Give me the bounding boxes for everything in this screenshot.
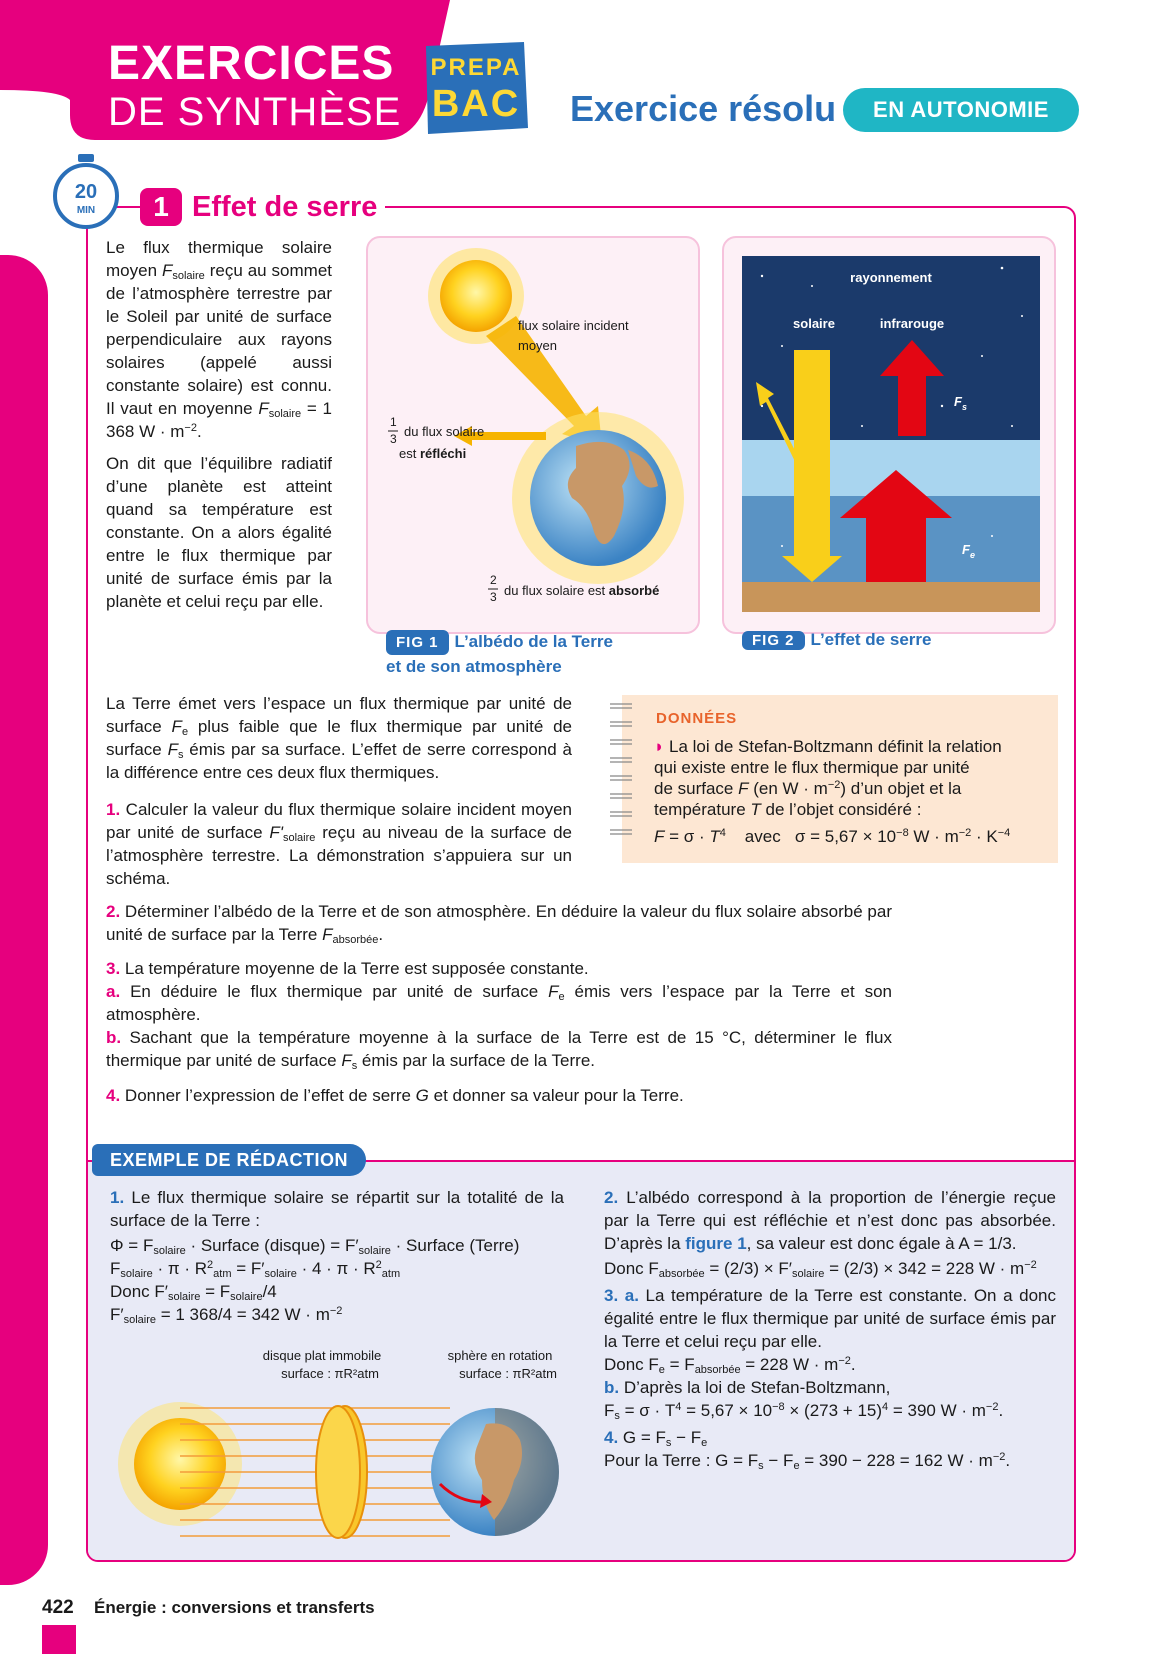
page-number: 422 [42,1597,74,1618]
absorbed-label: du flux solaire est absorbé [504,583,660,598]
rayonnement-label: rayonnement [850,270,932,285]
data-box-text: ◗ La loi de Stefan-Boltzmann définit la relation qui existe entre le flux thermique par unité de surface F (en $W \cdot m^{-2}$) d’un objet et la température T de l’objet considéré : $F = \sigma \cdot T^4$ avec $\sigma = 5,67 \times 10^{-8}$ $W \cdot m^{-2} \cdot K^{-4}$ [654,737,1011,846]
solution-p3-eq: Donc $F_e = F_{absorbée} = 228$ $W \cdot m^{-2}$. [604,1355,856,1376]
exercise-number: 1 [140,188,182,226]
stopwatch-icon [52,154,120,230]
autonomy-badge: EN AUTONOMIE [843,88,1079,132]
exercise-heading [140,186,385,228]
flat-disk [316,1406,367,1538]
frac1-den: 3 [390,432,397,446]
fs-label: $F_s$ [954,394,967,412]
fe-label: $F_e$ [962,542,975,560]
figure-1-tag: FIG 1 [386,630,449,655]
solution-eq1: $\Phi = F_{solaire}$ · Surface (disque) = $F'_{solaire}$ · Surface (Terre) [110,1236,520,1257]
reflected-label-2: est réfléchi [399,446,467,461]
intro-paragraph-1: Le flux thermique solaire moyen $F_{solaire}$ reçu au sommet de l’atmosphère terrestre par le Soleil par unité de surface perpendiculaire aux rayons solaires (appelé aussi constante solaire) est connu. Il vaut en moyenne $F_{solaire} = 1$ 368 $W \cdot m^{-2}$. [106,238,333,441]
question-3: 3. La température moyenne de la Terre est supposée constante. a. En déduire le flux thermique par unité de surface $F_e$ émis vers l’espace par la Terre et son atmosphère. b. Sachant que la température moyenne à la surface de la Terre est de 15 °C, déterminer le flux thermique par unité de surface $F_s$ émis par la surface de la Terre. [106,959,892,1072]
infrarouge-label: infrarouge [879,316,945,331]
page-corner-mark [42,1625,76,1654]
figure-1-caption: FIG 1 L’albédo de la Terre et de son atmosphère [386,632,613,676]
frac1-num: 1 [390,415,397,429]
incident-label-2: moyen [518,338,558,353]
bac-badge-text: BAC [431,83,521,125]
example-tag: EXEMPLE DE RÉDACTION [92,1144,366,1176]
sphere-label-1: sphère en rotation [447,1348,553,1363]
side-bar [0,255,48,1585]
solution-eq2: $F_{solaire} \cdot \pi \cdot R^2_{atm} = F'_{solaire} \cdot 4 \cdot \pi \cdot R^2_{atm}$ [110,1259,401,1280]
reflected-label-1: du flux solaire [404,424,485,439]
disk-sphere-illustration [110,1344,570,1554]
header-title-line2: DE SYNTHÈSE [108,90,402,134]
question-3a: a. En déduire le flux thermique par unité de surface $F_e$ émis vers l’espace par la Terre et son atmosphère. [106,982,892,1024]
ground [742,582,1040,612]
solution-eq4: $F'_{solaire} = 1$ 368/4 = 342 $W \cdot m^{-2}$ [110,1305,343,1326]
solaire-label: solaire [793,316,835,331]
frac2-den: 3 [490,590,497,604]
solution-p4-result: Pour la Terre : $G = F_s - F_e = 390 - 228 = 162$ $W \cdot m^{-2}$. [604,1451,1011,1472]
question-2: 2. Déterminer l’albédo de la Terre et de son atmosphère. En déduire la valeur du flux solaire absorbé par unité de surface par la Terre $F_{absorbée}$. [106,902,892,946]
disk-label-2: surface : πR²atm [281,1366,379,1381]
question-1: 1. Calculer la valeur du flux thermique solaire incident moyen par unité de surface $F'_{solaire}$ reçu au niveau de la surface de l’atmosphère terrestre. La démonstration s’appuiera sur un schéma. [106,800,572,888]
question-4: 4. Donner l’expression de l’effet de serre G et donner sa valeur pour la Terre. [106,1086,684,1105]
solution-column-2: 2. L’albédo correspond à la proportion de l’énergie reçue par la Terre qui est réfléchie et n’est donc pas absorbée. D’après la figure 1, sa valeur est donc égale à A = 1/3. Donc $F_{absorbée} = (2/3) \times F'_{solaire} = (2/3) \times 342 = 228$ $W \cdot m^{-2}$ 3. a. La température de la Terre est constante. On a donc égalité entre le flux thermique par unité de surface émis par la Terre et celui reçu par elle. Donc $F_e = F_{absorbée} = 228$ $W \cdot m^{-2}$. b. D’après la loi de Stefan-Boltzmann, $F_s = \sigma \cdot T^4 = 5,67 \times 10^{-8} \times (273 + 15)^4 = 390$ $W \cdot m^{-2}$. 4. $G = F_s - F_e$ Pour la Terre : $G = F_s - F_e = 390 - 228 = 162$ $W \cdot m^{-2}$. [604,1188,1056,1472]
figure-1-illustration [366,236,700,634]
sun-icon-2 [118,1402,242,1526]
timer-minutes: 20 [74,181,98,203]
timer-unit: MIN [76,205,96,216]
figure-2-tag: FIG 2 [742,631,805,650]
solution-p2-eq: Donc $F_{absorbée} = (2/3) \times F'_{solaire} = (2/3) \times 342 = 228$ $W \cdot m^{-2}$ [604,1259,1037,1280]
disk-label-1: disque plat immobile [262,1348,382,1363]
intro-paragraph-2: On dit que l’équilibre radiatif d’une planète est atteint quand sa température est constante. On a alors égalité entre le flux thermique par unité de surface émis par la planète et celui reçu par elle. [106,454,332,611]
figure-1-link[interactable]: figure 1 [685,1234,747,1253]
solution-eq3: Donc $F'_{solaire} = F_{solaire}/4$ [110,1282,277,1303]
spiral-binding-icon [608,700,634,850]
solution-column-1: 1. Le flux thermique solaire se répartit sur la totalité de la surface de la Terre : $\Phi = F_{solaire}$ · Surface (disque) = $F'_{solaire}$ · Surface (Terre) $F_{solaire} \cdot \pi \cdot R^2_{atm} = F'_{solaire} \cdot 4 \cdot \pi \cdot R^2_{atm}$ Donc $F'_{solaire} = F_{solaire}/4$ $F'_{solaire} = 1$ 368/4 = 342 $W \cdot m^{-2}$ [110,1188,564,1326]
incident-label-1: flux solaire incident [518,318,629,333]
data-box-title: DONNÉES [656,710,738,727]
figure-2-caption: FIG 2 L’effet de serre [742,630,931,650]
prepa-badge-text: PREPA [430,54,522,81]
chapter-title: Énergie : conversions et transferts [94,1598,375,1617]
rotating-earth-icon [431,1408,559,1536]
exercise-title: Effet de serre [192,190,378,223]
figure-2-illustration [742,256,1040,612]
question-3b: b. Sachant que la température moyenne à la surface de la Terre est de 15 °C, déterminer le flux thermique par unité de surface $F_s$ émis par la surface de la Terre. [106,1028,892,1072]
prepa-bac-badge [420,42,530,134]
exercise-type-title: Exercice résolu [570,88,837,129]
frac2-num: 2 [490,573,497,587]
intro-paragraph-3: La Terre émet vers l’espace un flux thermique par unité de surface $F_e$ plus faible que le flux thermique par unité de surface $F_s$ émis par sa surface. L’effet de serre correspond à la différence entre ces deux flux thermiques. [106,694,572,782]
sphere-label-2: surface : πR²atm [459,1366,557,1381]
header-title-line1: EXERCICES [108,37,395,90]
solution-p3b-eq: $F_s = \sigma \cdot T^4 = 5,67 \times 10^{-8} \times (273 + 15)^4 = 390$ $W \cdot m^{-2}$. [604,1401,1004,1422]
